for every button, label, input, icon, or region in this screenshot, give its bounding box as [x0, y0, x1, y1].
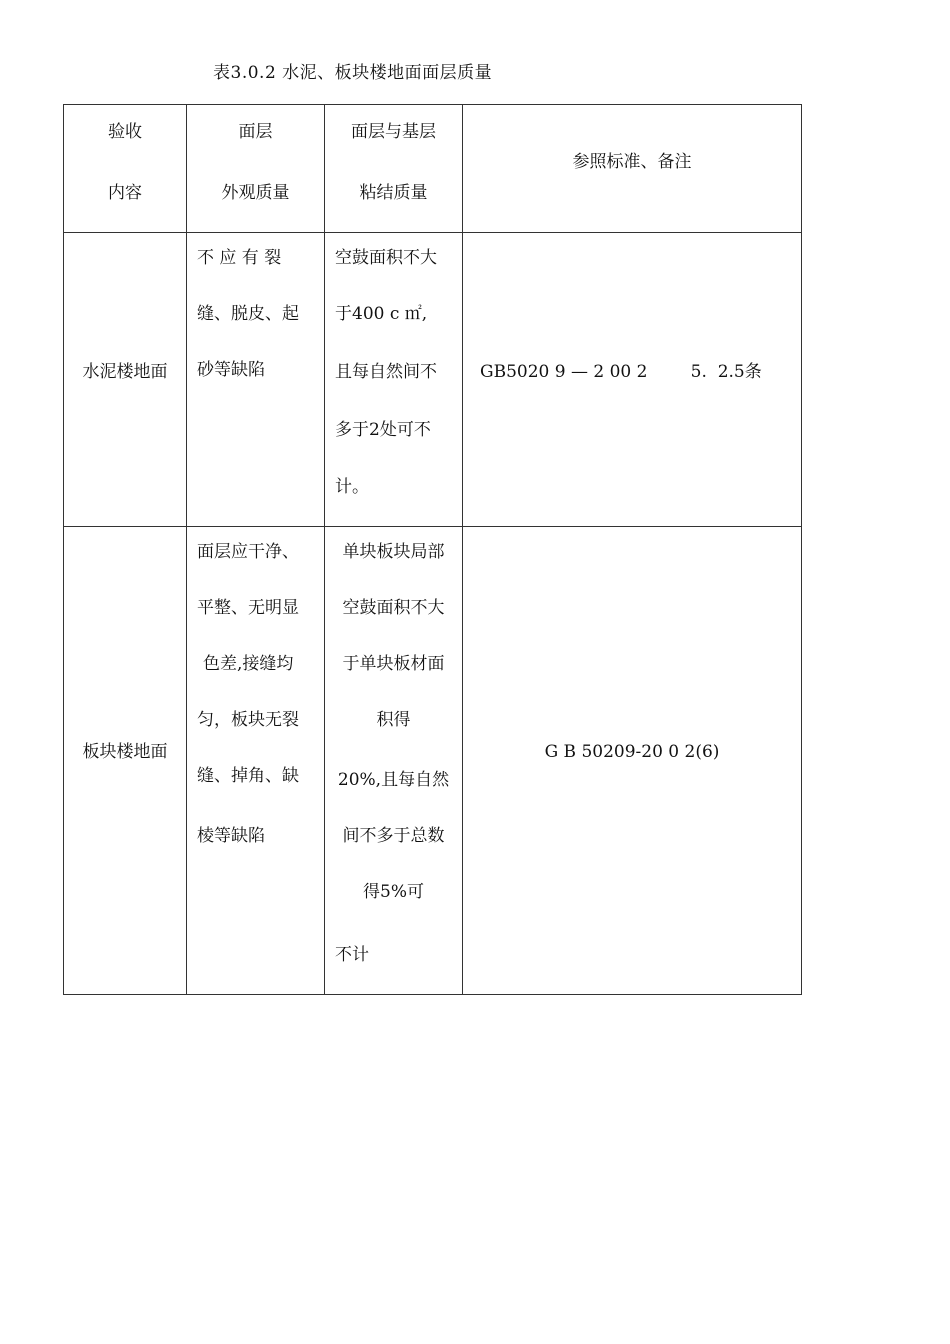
row-label-cell — [64, 233, 187, 527]
appearance-text: 缝、脱皮、起 — [197, 304, 299, 324]
bonding-text: 于400 c ㎡, — [335, 304, 428, 324]
bonding-text: 得5%可 — [363, 882, 424, 902]
bonding-text: 20%,且每自然 — [337, 770, 450, 790]
table-row-block-floor — [64, 527, 802, 995]
row-label: 水泥楼地面 — [82, 362, 168, 382]
header-text: 面层 — [238, 122, 273, 142]
reference-text: GB5020 9 — 2 00 2 5. 2.5条 — [480, 362, 762, 382]
bonding-cell — [325, 233, 463, 527]
appearance-cell — [187, 233, 325, 527]
bonding-text: 于单块板材面 — [342, 654, 445, 674]
appearance-text: 色差,接缝均 — [203, 654, 294, 674]
header-text: 面层与基层 — [351, 122, 436, 142]
table-row-cement-floor — [64, 233, 802, 527]
header-text: 外观质量 — [221, 183, 290, 203]
appearance-text: 平整、无明显 — [197, 598, 299, 618]
header-text: 粘结质量 — [359, 183, 428, 203]
header-text: 参照标准、备注 — [572, 152, 692, 172]
appearance-text: 面层应干净、 — [197, 542, 299, 562]
appearance-text: 不 应 有 裂 — [197, 248, 282, 268]
bonding-text: 空鼓面积不大 — [335, 248, 437, 268]
appearance-text: 砂等缺陷 — [197, 360, 265, 380]
bonding-text: 计。 — [335, 477, 369, 497]
quality-table — [63, 104, 802, 995]
row-label: 板块楼地面 — [82, 742, 168, 762]
table-caption: 表3.0.2 水泥、板块楼地面面层质量 — [213, 63, 493, 83]
bonding-text: 间不多于总数 — [342, 826, 445, 846]
appearance-text: 缝、掉角、缺 — [197, 766, 299, 786]
table-header-row — [64, 105, 802, 233]
bonding-text: 不计 — [335, 945, 369, 965]
reference-text: G B 50209-20 0 2(6) — [544, 742, 720, 762]
bonding-text: 积得 — [376, 710, 411, 730]
header-surface-appearance — [187, 105, 325, 233]
bonding-text: 单块板块局部 — [342, 542, 445, 562]
appearance-text: 匀，板块无裂 — [197, 710, 299, 730]
bonding-cell — [325, 527, 463, 995]
header-text: 验收 — [108, 122, 142, 142]
header-reference-notes — [463, 105, 802, 233]
header-bonding-quality — [325, 105, 463, 233]
header-inspection-content — [64, 105, 187, 233]
bonding-text: 空鼓面积不大 — [342, 598, 445, 618]
bonding-text: 且每自然间不 — [335, 362, 437, 382]
appearance-cell — [187, 527, 325, 995]
reference-cell — [463, 233, 802, 527]
reference-cell — [463, 527, 802, 995]
bonding-text: 多于2处可不 — [335, 420, 431, 440]
appearance-text: 棱等缺陷 — [197, 826, 265, 846]
row-label-cell — [64, 527, 187, 995]
header-text: 内容 — [108, 183, 142, 203]
